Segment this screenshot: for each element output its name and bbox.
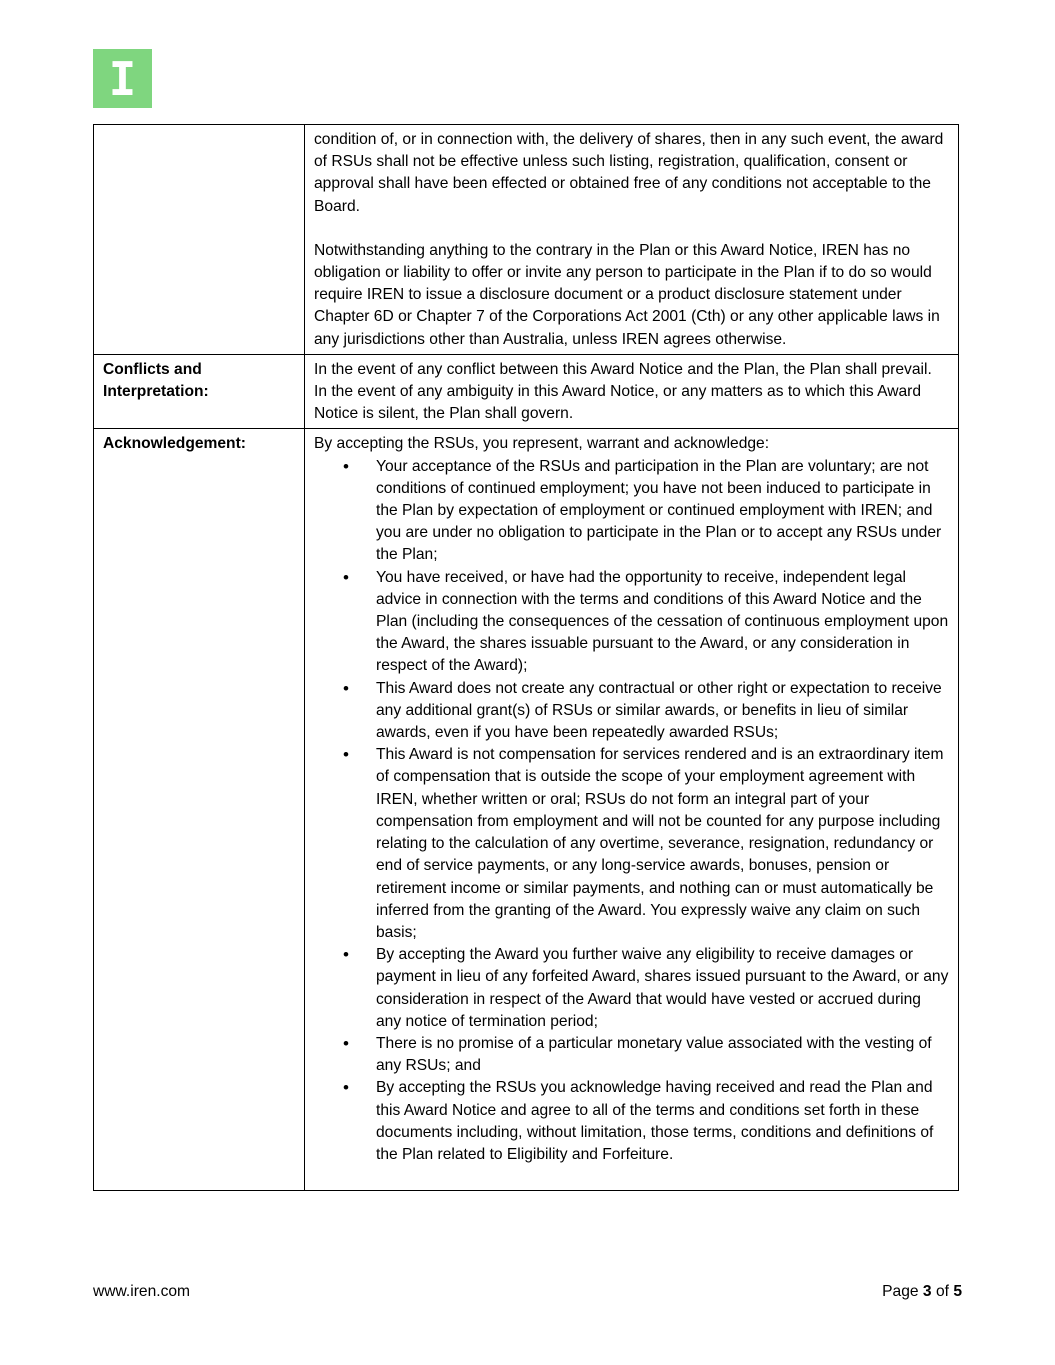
- list-item: • This Award does not create any contractual or other right or expectation to receive any additional grant(s) of RSUs or similar awards, or benefits in lieu of similar awards, even if you have been repeatedly awarded RSUs;: [376, 678, 949, 745]
- paragraph: condition of, or in connection with, the delivery of shares, then in any such event, the award of RSUs shall not be effective unless such listing, registration, qualification, consent or approval shall have been effected or obtained free of any conditions not acceptable to the Board.: [314, 131, 944, 215]
- list-item: • You have received, or have had the opportunity to receive, independent legal advice in connection with the terms and conditions of this Award Notice and the Plan (including the consequences of the cessation of continuous employment upon the Award, the shares issuable pursuant to the Award, or any consideration in respect of the Award);: [376, 567, 949, 678]
- page-current: 3: [922, 1283, 932, 1300]
- list-item: • By accepting the RSUs you acknowledge having received and read the Plan and this Award Notice and agree to all of the terms and conditions set forth in these documents including, without limitation, those terms, conditions and definitions of the Plan related to Eligibility and Forfeiture.: [376, 1077, 949, 1166]
- row-label: [94, 125, 305, 355]
- paragraph: By accepting the RSUs, you represent, warrant and acknowledge:: [314, 435, 770, 453]
- paragraph: In the event of any conflict between this Award Notice and the Plan, the Plan shall prevail. In the event of any ambiguity in this Award Notice, or any matters as to which this Award Notice is silent, the Plan shall govern.: [314, 360, 932, 423]
- row-content: [305, 354, 959, 429]
- list-item: • This Award is not compensation for services rendered and is an extraordinary item of compensation that is outside the scope of your employment agreement with IREN, whether written or oral; RSUs do not form an integral part of your compensation from employment and will not be counted for any purpose including relating to the calculation of any overtime, severance, resignation, redundancy or end of service payments, or any long-service awards, bonuses, pension or retirement income or similar payments, and nothing can or must automatically be inferred from the granting of the Award. You expressly waive any claim on such basis;: [376, 744, 949, 944]
- page-of: of: [935, 1283, 949, 1300]
- page-prefix: Page: [882, 1283, 919, 1300]
- table-row: [94, 354, 959, 429]
- footer-website: www.iren.com: [93, 1283, 191, 1300]
- list-item: • Your acceptance of the RSUs and participation in the Plan are voluntary; are not conditions of continued employment; you have not been induced to participate in the Plan by expectation of employment or continued employment with IREN; and you are under no obligation to participate in the Plan or to accept any RSUs under the Plan;: [376, 456, 949, 567]
- row-label: Conflicts and Interpretation:: [94, 354, 305, 429]
- paragraph: Notwithstanding anything to the contrary in the Plan or this Award Notice, IREN has no obligation or liability to offer or invite any person to participate in the Plan if to do so would require IREN to issue a disclosure document or a product disclosure statement under Chapter 6D or Chapter 7 of the Corporations Act 2001 (Cth) or any other applicable laws in any jurisdictions other than Australia, unless IREN agrees otherwise.: [314, 241, 940, 348]
- list-item: • By accepting the Award you further waive any eligibility to receive damages or payment in lieu of any forfeited Award, shares issued pursuant to the Award, or any consideration in respect of the Award that would have vested or accrued during any notice of termination period;: [376, 944, 949, 1033]
- acknowledgement-list: [314, 456, 949, 1167]
- table-row: [94, 125, 959, 355]
- row-label: Acknowledgement:: [94, 429, 305, 1191]
- iren-logo: [93, 49, 152, 108]
- logo-letter: I: [108, 51, 137, 106]
- row-content: [305, 125, 959, 355]
- row-content: [305, 429, 959, 1191]
- page-number: [882, 1283, 962, 1301]
- list-item: • There is no promise of a particular monetary value associated with the vesting of any RSUs; and: [376, 1033, 949, 1077]
- award-terms-table: [93, 124, 959, 1191]
- page-total: 5: [953, 1283, 962, 1300]
- table-row: [94, 429, 959, 1191]
